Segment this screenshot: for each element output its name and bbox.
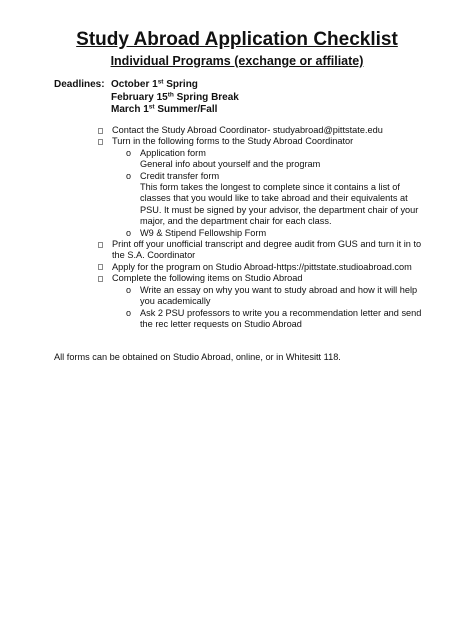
checklist-item-text: Contact the Study Abroad Coordinator- studyabroad@pittstate.edu bbox=[112, 125, 383, 135]
document-title: Study Abroad Application Checklist bbox=[76, 29, 398, 50]
sub-item bbox=[84, 308, 424, 331]
circle-bullet-icon: o bbox=[126, 284, 132, 295]
checklist bbox=[84, 125, 424, 330]
circle-bullet-icon: o bbox=[126, 170, 132, 181]
deadline-item bbox=[111, 79, 239, 92]
sub-item bbox=[84, 285, 424, 308]
sub-item-text: W9 & Stipend Fellowship Form bbox=[140, 227, 267, 238]
circle-bullet-icon: o bbox=[126, 147, 132, 158]
checklist-item bbox=[84, 136, 424, 147]
deadline-item bbox=[111, 104, 239, 117]
checklist-item-text: Print off your unofficial transcript and degree audit from GUS and turn it in to the S.A. Coordinator bbox=[112, 239, 422, 261]
deadline-date: March 1 bbox=[111, 104, 149, 115]
deadline-ordinal: st bbox=[148, 103, 155, 111]
sub-item bbox=[84, 171, 424, 182]
deadline-ordinal: th bbox=[167, 91, 174, 98]
checklist-item-text: Complete the following items on Studio Abroad bbox=[112, 273, 303, 284]
deadline-term: Summer/Fall bbox=[154, 104, 218, 115]
circle-bullet-icon: o bbox=[126, 227, 132, 238]
checklist-item bbox=[84, 239, 424, 262]
sub-item-note: General info about yourself and the program bbox=[140, 159, 321, 170]
deadline-date: October 1 bbox=[111, 79, 158, 90]
sub-item-note: This form takes the longest to complete since it contains a list of classes that you would like to take abroad and their equivalents at PSU. It must be signed by your advisor, the department chair of your major, and the department chair for each class. bbox=[140, 182, 419, 227]
deadline-date: February 15 bbox=[111, 91, 168, 103]
deadlines-label: Deadlines: bbox=[54, 79, 105, 90]
checkbox-icon bbox=[98, 264, 103, 270]
circle-bullet-icon: o bbox=[126, 307, 132, 318]
deadlines-list bbox=[111, 79, 239, 117]
checklist-item-text: Turn in the following forms to the Study Abroad Coordinator bbox=[112, 136, 354, 147]
checkbox-icon bbox=[98, 242, 103, 248]
checklist-item bbox=[84, 273, 424, 284]
checkbox-icon bbox=[98, 276, 103, 282]
checklist-item-text: Apply for the program on Studio Abroad-https://pittstate.studioabroad.com bbox=[112, 261, 412, 272]
sub-item-text: Ask 2 PSU professors to write you a recommendation letter and send the rec letter requests on Studio Abroad bbox=[140, 307, 422, 329]
checkbox-icon bbox=[98, 139, 103, 145]
deadline-item bbox=[111, 92, 239, 105]
document-subtitle: Individual Programs (exchange or affiliate) bbox=[110, 54, 364, 68]
deadline-ordinal: st bbox=[157, 78, 164, 86]
checklist-item bbox=[84, 262, 424, 273]
checklist-item bbox=[84, 125, 424, 136]
sub-item-text: Write an essay on why you want to study abroad and how it will help you academically bbox=[140, 284, 418, 307]
sub-item bbox=[84, 148, 424, 159]
sub-item bbox=[84, 228, 424, 239]
sub-item-text: Credit transfer form bbox=[140, 170, 220, 181]
sub-item-text: Application form bbox=[140, 147, 206, 158]
deadline-term: Spring bbox=[163, 79, 198, 90]
deadline-term: Spring Break bbox=[173, 91, 239, 103]
footer-note: All forms can be obtained on Studio Abroad, online, or in Whitesitt 118. bbox=[54, 352, 341, 362]
checkbox-icon bbox=[98, 128, 103, 134]
